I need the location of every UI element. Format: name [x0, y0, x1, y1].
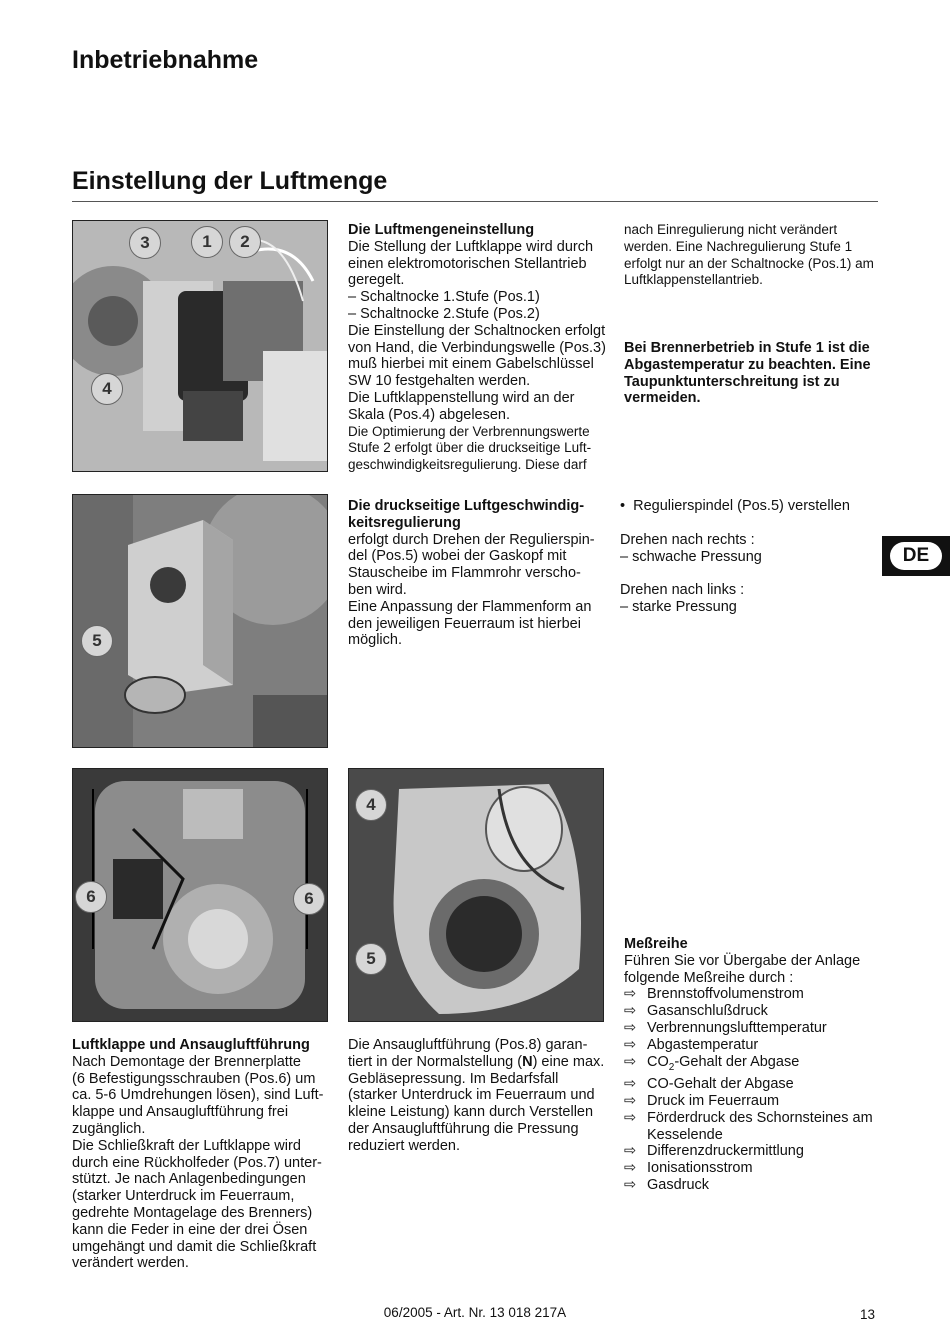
text-line: Bei Brennerbetrieb in Stufe 1 ist die — [624, 340, 870, 356]
arrow-right-icon: ⇨ — [624, 1109, 637, 1126]
photo-burner-plate-image — [73, 769, 327, 1021]
text-line: der Ansaugluftführung die Pressung — [348, 1120, 579, 1137]
text-line: Nach Demontage der Brennerplatte — [72, 1053, 301, 1070]
arrow-right-icon: ⇨ — [624, 1076, 637, 1093]
text-line: Gebläsepressung. Im Bedarfsfall — [348, 1070, 559, 1087]
text-line: zugänglich. — [72, 1120, 146, 1137]
language-label: DE — [890, 542, 942, 570]
photo-air-intake-image — [349, 769, 603, 1021]
footer-text: 06/2005 - Art. Nr. 13 018 217A — [383, 1305, 567, 1320]
position-badge: 5 — [81, 625, 113, 657]
arrow-right-icon: ⇨ — [624, 1160, 637, 1177]
list-item-label: Brennstoffvolumenstrom — [647, 986, 804, 1003]
section-heading: Meßreihe — [624, 936, 688, 952]
text-line: – Schaltnocke 1.Stufe (Pos.1) — [348, 289, 540, 306]
text-line: möglich. — [348, 632, 402, 649]
text-line: erfolgt durch Drehen der Regulierspin- — [348, 531, 595, 548]
text-line — [348, 1054, 610, 1071]
text-line: den jeweiligen Feuerraum ist hierbei — [348, 615, 581, 632]
text-line: SW 10 festgehalten werden. — [348, 373, 531, 390]
normal-position-marker: N — [522, 1053, 533, 1070]
text-line: kleine Leistung) kann durch Verstellen — [348, 1104, 594, 1121]
text-line: ca. 5-6 Umdrehungen lösen), sind Luft- — [72, 1087, 324, 1104]
bullet-icon: • — [620, 498, 626, 514]
text-line: – starke Pressung — [620, 599, 737, 616]
measurement-list — [624, 986, 886, 1193]
section-measurement-series — [624, 936, 886, 1194]
arrow-right-icon: ⇨ — [624, 1093, 637, 1110]
text-line: Die Stellung der Luftklappe wird durch — [348, 238, 594, 255]
list-item-label: Förderdruck des Schornsteines am — [647, 1109, 873, 1126]
list-item-label: Verbrennungslufttemperatur — [647, 1019, 827, 1036]
text-line: gedrehte Montagelage des Brenners) — [72, 1204, 313, 1221]
photo-burner-plate — [72, 768, 328, 1022]
list-item-label: Gasanschlußdruck — [647, 1003, 768, 1020]
text-line: Drehen nach links : — [620, 582, 745, 599]
text-line: werden. Eine Nachregulierung Stufe 1 — [624, 238, 853, 254]
list-item — [624, 1177, 886, 1194]
arrow-right-icon: ⇨ — [624, 1053, 637, 1070]
text-line: klappe und Ansaugluftführung frei — [72, 1104, 289, 1121]
text-line: – Schaltnocke 2.Stufe (Pos.2) — [348, 305, 540, 322]
list-item-label: CO — [647, 1053, 669, 1070]
arrow-right-icon: ⇨ — [624, 1019, 637, 1036]
text-line: (starker Unterdruck im Feuerraum, — [72, 1188, 295, 1205]
page-title: Inbetriebnahme — [72, 46, 259, 74]
list-item-label: Differenzdruckermittlung — [647, 1143, 804, 1160]
position-badge: 6 — [293, 883, 325, 915]
list-item — [624, 1110, 886, 1144]
section-heading: Die druckseitige Luftgeschwindig- — [348, 498, 585, 514]
text-line: verändert werden. — [72, 1255, 189, 1272]
spindle-instructions — [620, 498, 876, 616]
list-item-label: -Gehalt der Abgase — [674, 1053, 800, 1070]
warning-note — [624, 340, 880, 407]
text-line: durch eine Rückholfeder (Pos.7) unter- — [72, 1154, 322, 1171]
section-air-intake — [348, 1037, 610, 1155]
list-item — [624, 1020, 886, 1037]
section-air-setting-continued — [624, 222, 880, 289]
text-line: vermeiden. — [624, 390, 701, 407]
list-item-label: Abgastemperatur — [647, 1036, 759, 1053]
text-line: umgehängt und damit die Schließkraft — [72, 1238, 317, 1255]
text-line: folgende Meßreihe durch : — [624, 969, 794, 986]
text-line: (6 Befestigungsschrauben (Pos.6) um — [72, 1070, 316, 1087]
section-heading: keitsregulierung — [348, 514, 461, 531]
text-line: Abgastemperatur zu beachten. Eine — [624, 356, 871, 373]
text-line: Führen Sie vor Übergabe der Anlage — [624, 952, 861, 969]
list-item-label: Ionisationsstrom — [647, 1160, 753, 1177]
text-line: Stauscheibe im Flammrohr verscho- — [348, 565, 581, 582]
text-line: (starker Unterdruck im Feuerraum und — [348, 1087, 595, 1104]
list-item — [624, 1054, 886, 1077]
section-title: Einstellung der Luftmenge — [72, 167, 388, 195]
text-line: nach Einregulierung nicht verändert — [624, 222, 838, 237]
text-line: Luftklappenstellantrieb. — [624, 272, 763, 288]
text-line: – schwache Pressung — [620, 548, 762, 565]
text-line: Die Optimierung der Verbrennungswerte — [348, 423, 590, 439]
list-item — [624, 1076, 886, 1093]
text-line: einen elektromotorischen Stellantrieb — [348, 255, 587, 272]
text-line: erfolgt nur an der Schaltnocke (Pos.1) am — [624, 255, 874, 271]
list-item — [624, 1003, 886, 1020]
section-heading: Die Luftmengeneinstellung — [348, 222, 535, 238]
text-line: Die Schließkraft der Luftklappe wird — [72, 1137, 301, 1154]
arrow-right-icon: ⇨ — [624, 1036, 637, 1053]
text-line: geregelt. — [348, 272, 405, 289]
bullet-text: Regulierspindel (Pos.5) verstellen — [633, 498, 850, 514]
text-line: Die Luftklappenstellung wird an der — [348, 389, 575, 406]
text-line: reduziert werden. — [348, 1137, 461, 1154]
arrow-right-icon: ⇨ — [624, 986, 637, 1003]
list-item — [624, 1143, 886, 1160]
text-line: Skala (Pos.4) abgelesen. — [348, 406, 511, 423]
bullet-item — [620, 498, 876, 515]
text-line: Stufe 2 erfolgt über die druckseitige Luft- — [348, 440, 592, 456]
text-line: Drehen nach rechts : — [620, 531, 755, 548]
list-item-label: Gasdruck — [647, 1177, 710, 1194]
photo-regulating-spindle — [72, 494, 328, 748]
arrow-right-icon: ⇨ — [624, 1143, 637, 1160]
list-item-label: CO-Gehalt der Abgase — [647, 1076, 794, 1093]
text-line: stützt. Je nach Anlagenbedingungen — [72, 1171, 306, 1188]
position-badge: 4 — [355, 789, 387, 821]
text-line: von Hand, die Verbindungswelle (Pos.3) — [348, 339, 606, 356]
text-line: Eine Anpassung der Flammenform an — [348, 598, 592, 615]
photo-actuator-cams — [72, 220, 328, 472]
list-item — [624, 1037, 886, 1054]
section-heading: Luftklappe und Ansaugluftführung — [72, 1037, 310, 1053]
page-number: 13 — [860, 1307, 876, 1322]
list-item-label: Kesselende — [647, 1126, 723, 1143]
arrow-right-icon: ⇨ — [624, 1177, 637, 1194]
text-line: ben wird. — [348, 581, 407, 598]
position-badge: 4 — [91, 373, 123, 405]
text-line: muß hierbei mit einem Gabelschlüssel — [348, 356, 594, 373]
list-item-label: Druck im Feuerraum — [647, 1093, 780, 1110]
list-item — [624, 1093, 886, 1110]
position-badge: 1 — [191, 226, 223, 258]
position-badge: 6 — [75, 881, 107, 913]
section-pressure-regulation — [348, 498, 610, 649]
arrow-right-icon: ⇨ — [624, 1003, 637, 1020]
photo-regulating-spindle-image — [73, 495, 327, 747]
text-line: Die Ansaugluftführung (Pos.8) garan- — [348, 1037, 588, 1053]
language-tab — [882, 536, 950, 576]
text-line: kann die Feder in eine der drei Ösen — [72, 1221, 308, 1238]
list-item — [624, 986, 886, 1003]
position-badge: 3 — [129, 227, 161, 259]
text-segment: tiert in der Normalstellung ( — [348, 1053, 523, 1070]
text-line: del (Pos.5) wobei der Gaskopf mit — [348, 548, 567, 565]
list-item — [624, 1160, 886, 1177]
divider — [72, 201, 878, 202]
position-badge: 5 — [355, 943, 387, 975]
section-air-flap — [72, 1037, 334, 1272]
section-air-setting — [348, 222, 610, 474]
photo-air-intake — [348, 768, 604, 1022]
subscript: 2 — [668, 1061, 675, 1073]
text-line: Taupunktunterschreitung ist zu — [624, 373, 840, 390]
position-badge: 2 — [229, 226, 261, 258]
photo-actuator-cams-image — [73, 221, 327, 471]
text-line: geschwindigkeitsregulierung. Diese darf — [348, 457, 587, 473]
text-line: Die Einstellung der Schaltnocken erfolgt — [348, 322, 606, 339]
text-segment: ) eine max. — [532, 1053, 605, 1070]
